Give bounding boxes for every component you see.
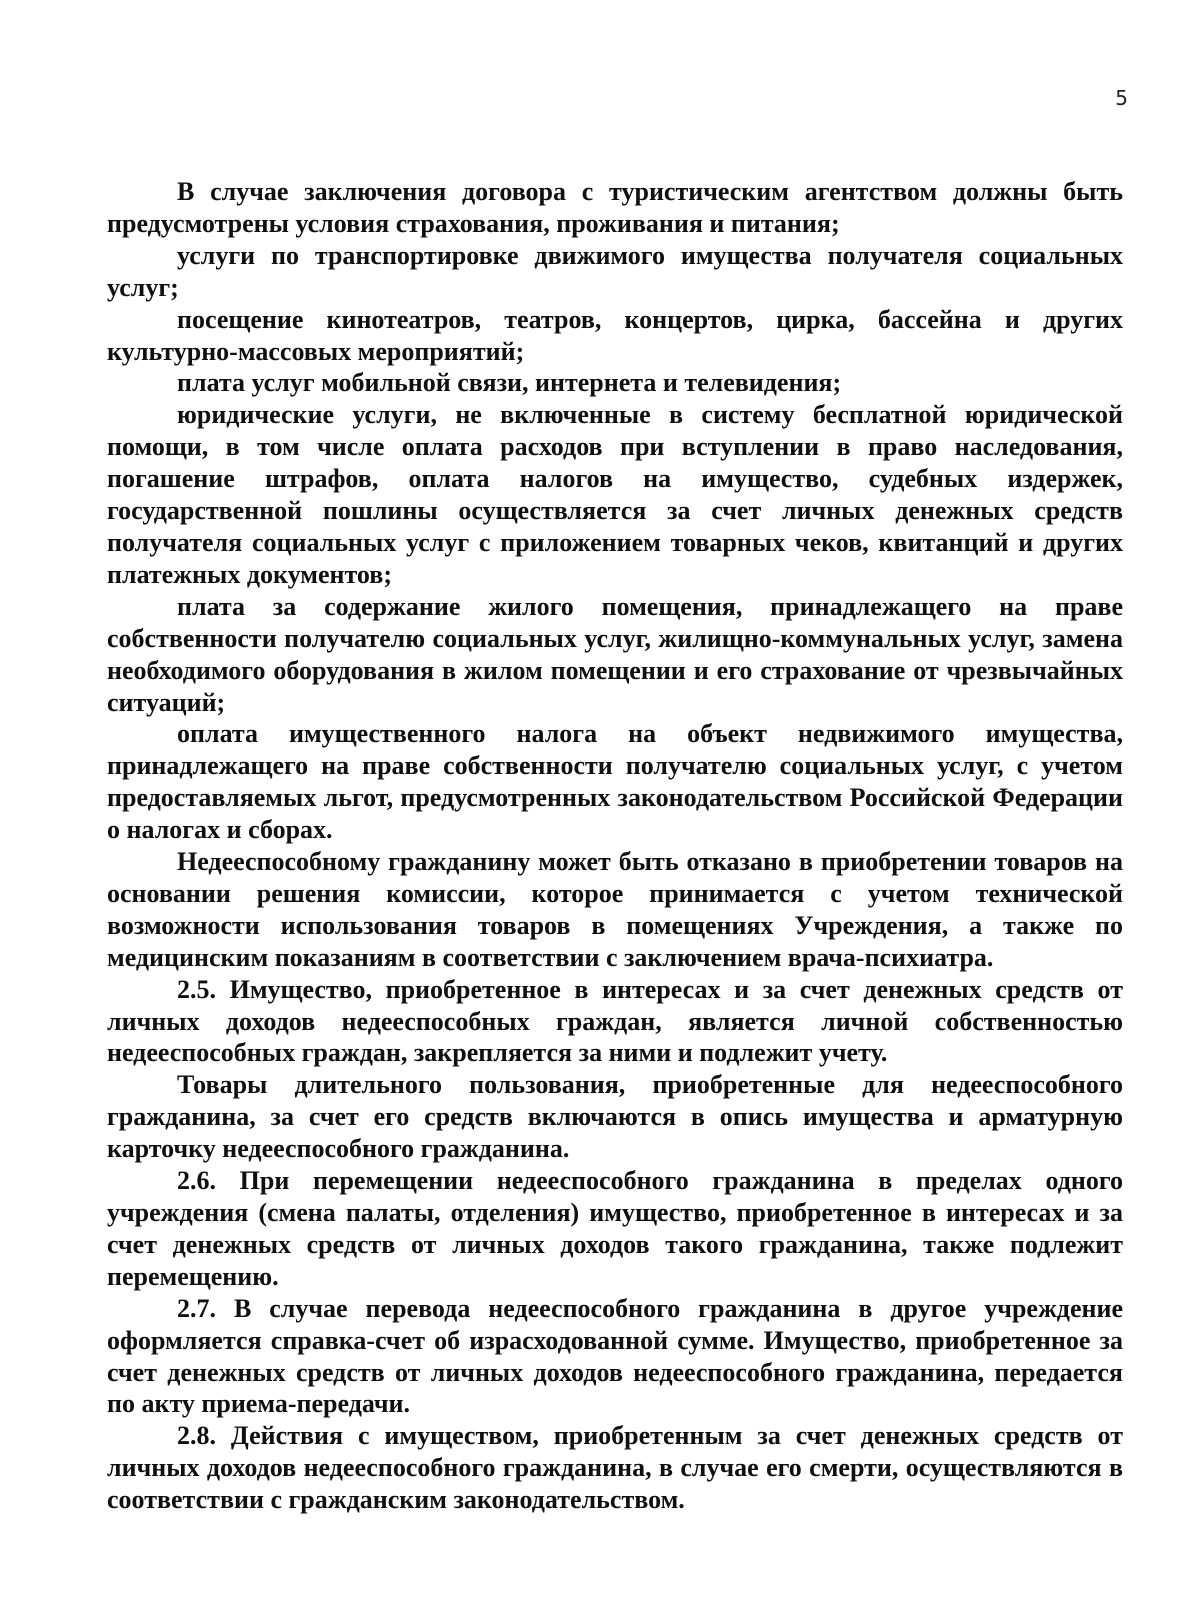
paragraph-2-7-transfer: 2.7. В случае перевода недееспособного гражданина в другое учреждение оформляется справка-счет об израсходованной сумме. Имущество, приобретенное за счет денежных средств от личных доходов недееспособного гражданина, передается по акту приема-передачи. <box>107 1293 1123 1419</box>
paragraph-2-6-relocation: 2.6. При перемещении недееспособного гражданина в пределах одного учреждения (смена палаты, отделения) имущество, приобретенное в интересах и за счет денежных средств от личных доходов такого гражданина, также подлежит перемещению. <box>107 1166 1123 1291</box>
paragraph-2-8-death-actions: 2.8. Действия с имуществом, приобретенным за счет денежных средств от личных доходов недееспособного гражданина, в случае его смерти, осуществляются в соответствии с гражданским законодательством. <box>107 1421 1123 1515</box>
paragraph-legal-services: юридические услуги, не включенные в систему бесплатной юридической помощи, в том числе оплата расходов при вступлении в право наследования, погашение штрафов, оплата налогов на имущество, судебных издержек, государственной пошлины осуществляется за счет личных денежных средств получателя социальных услуг с приложением товарных чеков, квитанций и других платежных документов; <box>107 400 1123 589</box>
paragraph-cultural-events: посещение кинотеатров, театров, концертов, цирка, бассейна и других культурно-массовых мероприятий; <box>107 304 1123 366</box>
page-number: 5 <box>1115 86 1128 110</box>
paragraph-housing-maintenance: плата за содержание жилого помещения, принадлежащего на праве собственности получателю социальных услуг, жилищно-коммунальных услуг, замена необходимого оборудования в жилом помещении и его страхование от чрезвычайных ситуаций; <box>107 591 1123 717</box>
paragraph-purchase-refusal: Недееспособному гражданину может быть отказано в приобретении товаров на основании решения комиссии, которое принимается с учетом технической возможности использования товаров в помещениях Учреждения, а также по медицинским показаниям в соответствии с заключением врача-психиатра. <box>107 847 1123 972</box>
paragraph-tour-agency-contract: В случае заключения договора с туристическим агентством должны быть предусмотрены условия страхования, проживания и питания; <box>107 177 1123 238</box>
paragraph-durable-goods: Товары длительного пользования, приобретенные для недееспособного гражданина, за счет его средств включаются в опись имущества и арматурную карточку недееспособного гражданина. <box>107 1070 1123 1164</box>
document-body <box>107 176 1123 1516</box>
paragraph-2-5-property-ownership: 2.5. Имущество, приобретенное в интересах и за счет денежных средств от личных доходов недееспособных граждан, является личной собственностью недееспособных граждан, закрепляется за ними и подлежит учету. <box>107 974 1123 1068</box>
paragraph-property-tax: оплата имущественного налога на объект недвижимого имущества, принадлежащего на праве собственности получателю социальных услуг, с учетом предоставляемых льгот, предусмотренных законодательством Российской Федерации о налогах и сборах. <box>107 719 1123 845</box>
paragraph-transport-services: услуги по транспортировке движимого имущества получателя социальных услуг; <box>107 240 1123 302</box>
paragraph-communication-fees: плата услуг мобильной связи, интернета и телевидения; <box>177 368 842 398</box>
